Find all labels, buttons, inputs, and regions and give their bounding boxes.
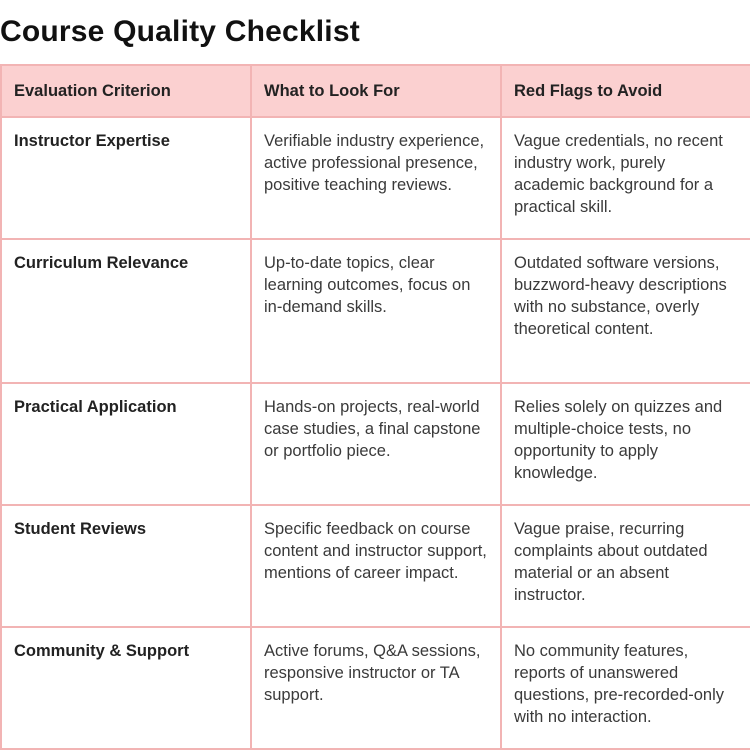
table-row <box>1 505 750 627</box>
criterion-cell: Instructor Expertise <box>1 117 251 239</box>
criterion-cell: Practical Application <box>1 383 251 505</box>
look-for-cell: Specific feedback on course content and instructor support, mentions of career impact. <box>251 505 501 627</box>
look-for-cell: Hands-on projects, real-world case studies, a final capstone or portfolio piece. <box>251 383 501 505</box>
red-flags-cell: Vague praise, recurring complaints about outdated material or an absent instructor. <box>501 505 750 627</box>
red-flags-cell: Relies solely on quizzes and multiple-choice tests, no opportunity to apply knowledge. <box>501 383 750 505</box>
table-body <box>1 117 750 749</box>
look-for-cell: Verifiable industry experience, active professional presence, positive teaching reviews. <box>251 117 501 239</box>
look-for-cell: Active forums, Q&A sessions, responsive instructor or TA support. <box>251 627 501 749</box>
table-header <box>1 65 750 117</box>
table-row <box>1 627 750 749</box>
table-row <box>1 383 750 505</box>
column-header-red-flags: Red Flags to Avoid <box>501 65 750 117</box>
table-row <box>1 239 750 383</box>
page-title: Course Quality Checklist <box>0 15 360 48</box>
red-flags-cell: No community features, reports of unanswered questions, pre-recorded-only with no interaction. <box>501 627 750 749</box>
checklist-table <box>0 64 750 750</box>
criterion-cell: Curriculum Relevance <box>1 239 251 383</box>
criterion-cell: Community & Support <box>1 627 251 749</box>
header-row <box>1 65 750 117</box>
table-row <box>1 117 750 239</box>
column-header-criterion: Evaluation Criterion <box>1 65 251 117</box>
column-header-look-for: What to Look For <box>251 65 501 117</box>
look-for-cell: Up-to-date topics, clear learning outcomes, focus on in-demand skills. <box>251 239 501 383</box>
red-flags-cell: Vague credentials, no recent industry work, purely academic background for a practical skill. <box>501 117 750 239</box>
red-flags-cell: Outdated software versions, buzzword-heavy descriptions with no substance, overly theoretical content. <box>501 239 750 383</box>
criterion-cell: Student Reviews <box>1 505 251 627</box>
